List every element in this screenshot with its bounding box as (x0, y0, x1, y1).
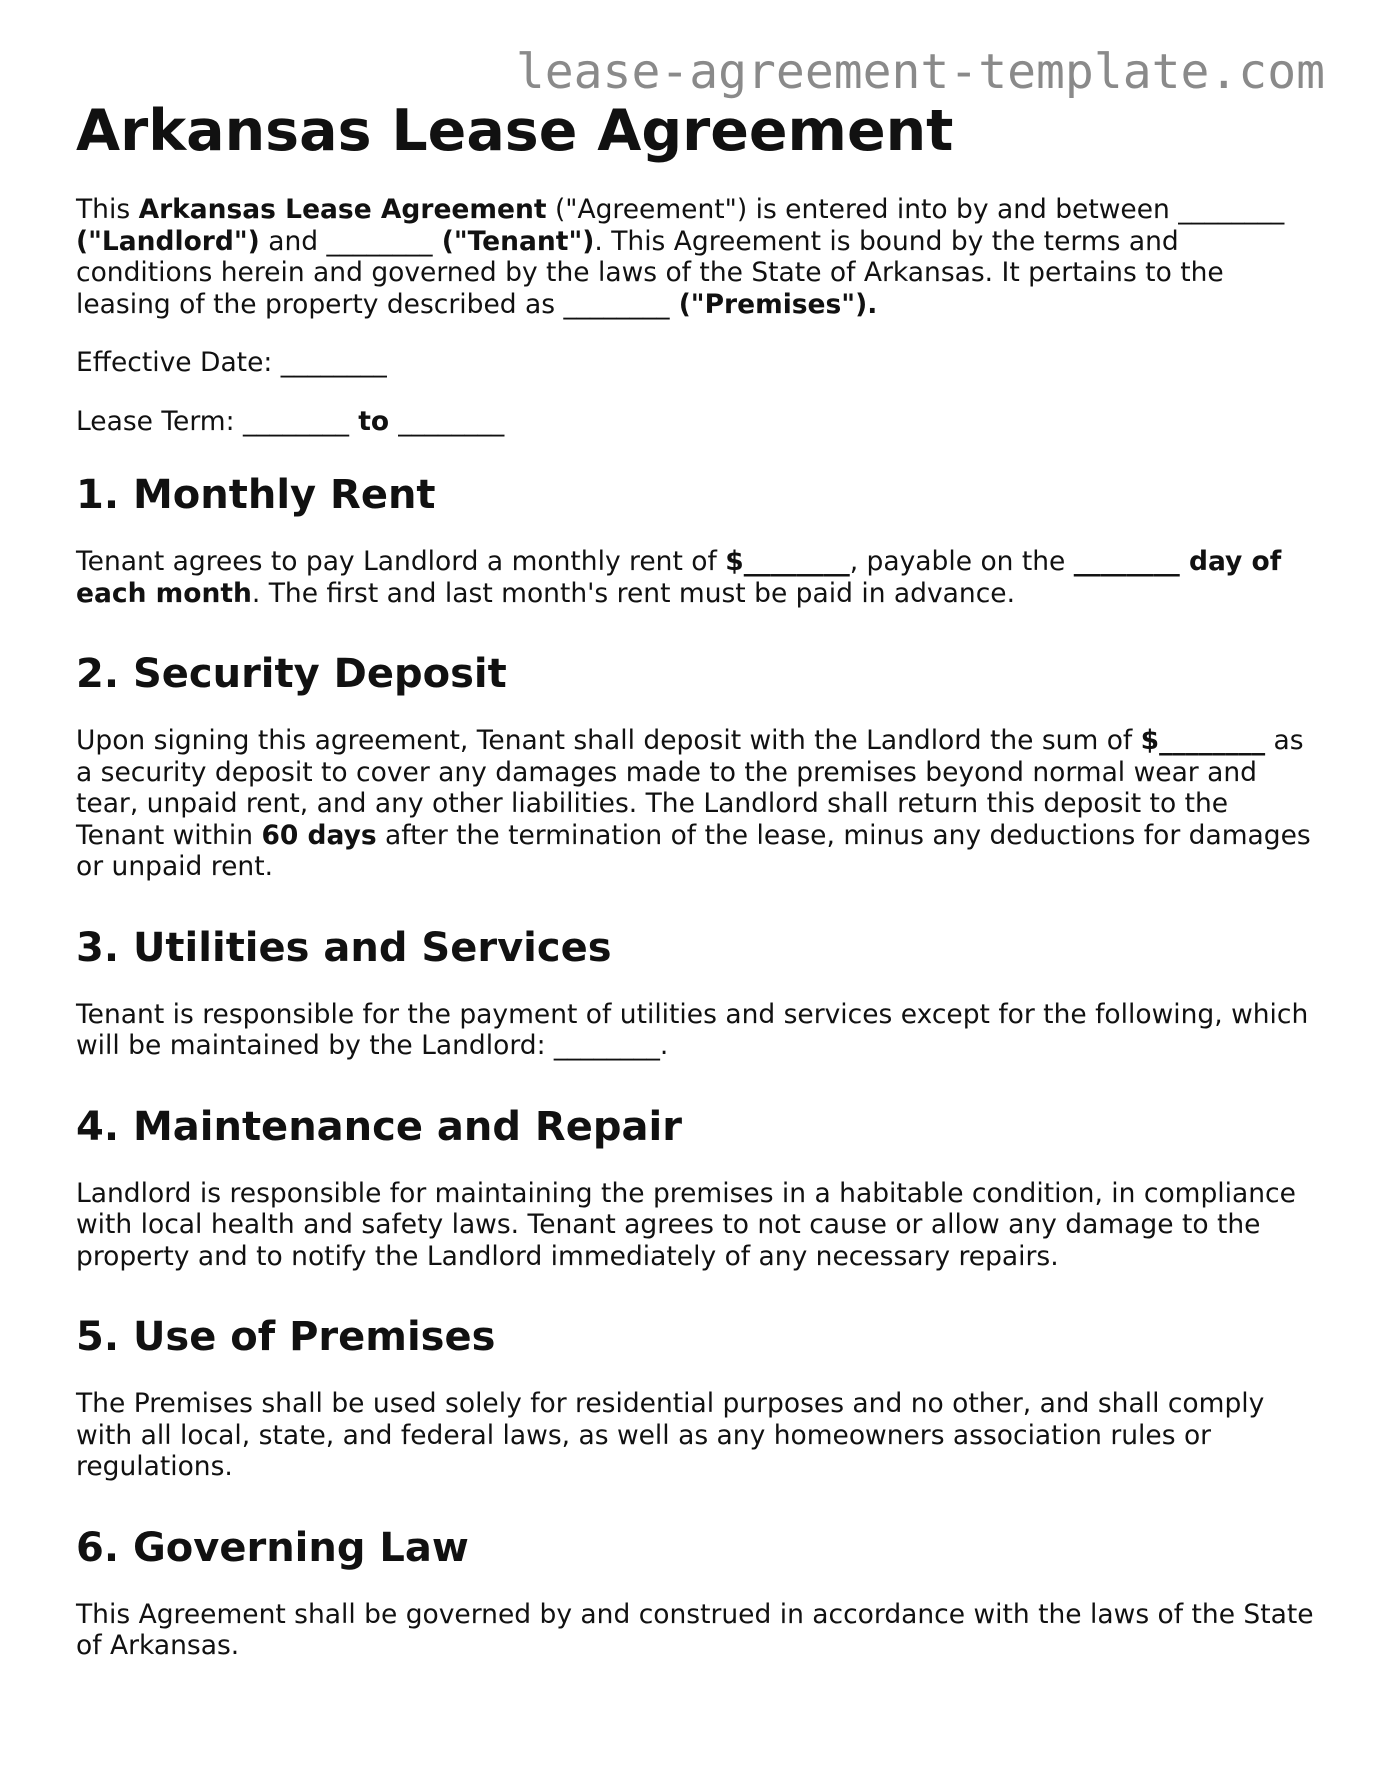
lease-term-label: Lease Term: (76, 405, 243, 437)
lease-term-start-blank[interactable]: ________ (242, 405, 349, 437)
utilities-blank[interactable]: ________ (553, 1030, 660, 1061)
utilities-text-1: Tenant is responsible for the payment of utilities and services except for the following, which will be maintained by the Landlord: (76, 998, 1309, 1061)
lease-term-line (76, 406, 1316, 438)
premises-label: ("Premises"). (669, 288, 878, 320)
rent-text-3: . The first and last month's rent must be paid in advance. (251, 577, 1015, 609)
tenant-blank[interactable]: ________ (326, 225, 433, 257)
section-heading-governing-law: 6. Governing Law (76, 1524, 469, 1571)
rent-text-2: , payable on the (849, 546, 1074, 577)
document-page (76, 96, 1316, 1662)
site-watermark: lease-agreement-template.com (515, 44, 1325, 100)
deposit-text-3: after the termination of the lease, minus any deductions for damages or unpaid rent. (76, 819, 1311, 882)
section-text-utilities (76, 999, 1316, 1062)
tenant-label: ("Tenant") (432, 225, 595, 257)
rent-text-1: Tenant agrees to pay Landlord a monthly rent of (76, 546, 726, 577)
landlord-blank[interactable]: ________ (1178, 194, 1285, 225)
rent-amount-blank[interactable]: $________ (725, 546, 850, 577)
intro-agreement-name: Arkansas Lease Agreement (138, 194, 547, 225)
deposit-text-1: Upon signing this agreement, Tenant shall deposit with the Landlord the sum of (76, 725, 1141, 756)
section-text-governing-law: This Agreement shall be governed by and construed in accordance with the laws of the State of Arkansas. (76, 1598, 1314, 1661)
intro-text-1: This (76, 194, 139, 225)
section-heading-monthly-rent: 1. Monthly Rent (76, 472, 436, 518)
document-title: Arkansas Lease Agreement (76, 98, 954, 164)
premises-blank[interactable]: ________ (563, 288, 670, 320)
intro-text-4: . This Agreement is bound by the terms and conditions herein and governed by the laws of the State of Arkansas. It pertains to the leasing of the property described as (76, 225, 1224, 320)
utilities-text-2: . (659, 1030, 669, 1061)
effective-date-blank[interactable]: ________ (280, 347, 387, 378)
rent-day-blank[interactable]: ________ day of each month (76, 546, 1282, 609)
deposit-amount-blank[interactable]: $________ (1140, 725, 1266, 756)
intro-paragraph (76, 194, 1316, 320)
effective-date-label: Effective Date: (76, 347, 281, 378)
section-text-monthly-rent (76, 546, 1316, 609)
section-heading-maintenance: 4. Maintenance and Repair (76, 1103, 682, 1150)
section-text-security-deposit (76, 725, 1316, 883)
landlord-label: ("Landlord") (76, 225, 260, 257)
intro-text-2: ("Agreement") is entered into by and between (546, 194, 1179, 225)
section-heading-security-deposit: 2. Security Deposit (76, 651, 507, 697)
deposit-text-2: as a security deposit to cover any damages made to the premises beyond normal wear and tear, unpaid rent, and any other liabilities. The Landlord shall return this deposit to the Tenant within (76, 725, 1304, 851)
intro-text-3: and (259, 225, 327, 257)
effective-date-line (76, 347, 1316, 379)
section-heading-utilities: 3. Utilities and Services (76, 924, 612, 971)
section-text-use-of-premises: The Premises shall be used solely for residential purposes and no other, and shall comply with all local, state, and federal laws, as well as any homeowners association rules or regulations. (76, 1388, 1265, 1482)
section-heading-use-of-premises: 5. Use of Premises (76, 1314, 496, 1360)
lease-term-end-blank[interactable]: ________ (398, 405, 505, 437)
section-text-maintenance: Landlord is responsible for maintaining the premises in a habitable condition, in compliance with local health and safety laws. Tenant agrees to not cause or allow any damage to the property and to notify the Landlord immediately of any necessary repairs. (76, 1177, 1296, 1272)
deposit-return-days: 60 days (261, 819, 377, 851)
lease-term-to: to (348, 405, 399, 437)
